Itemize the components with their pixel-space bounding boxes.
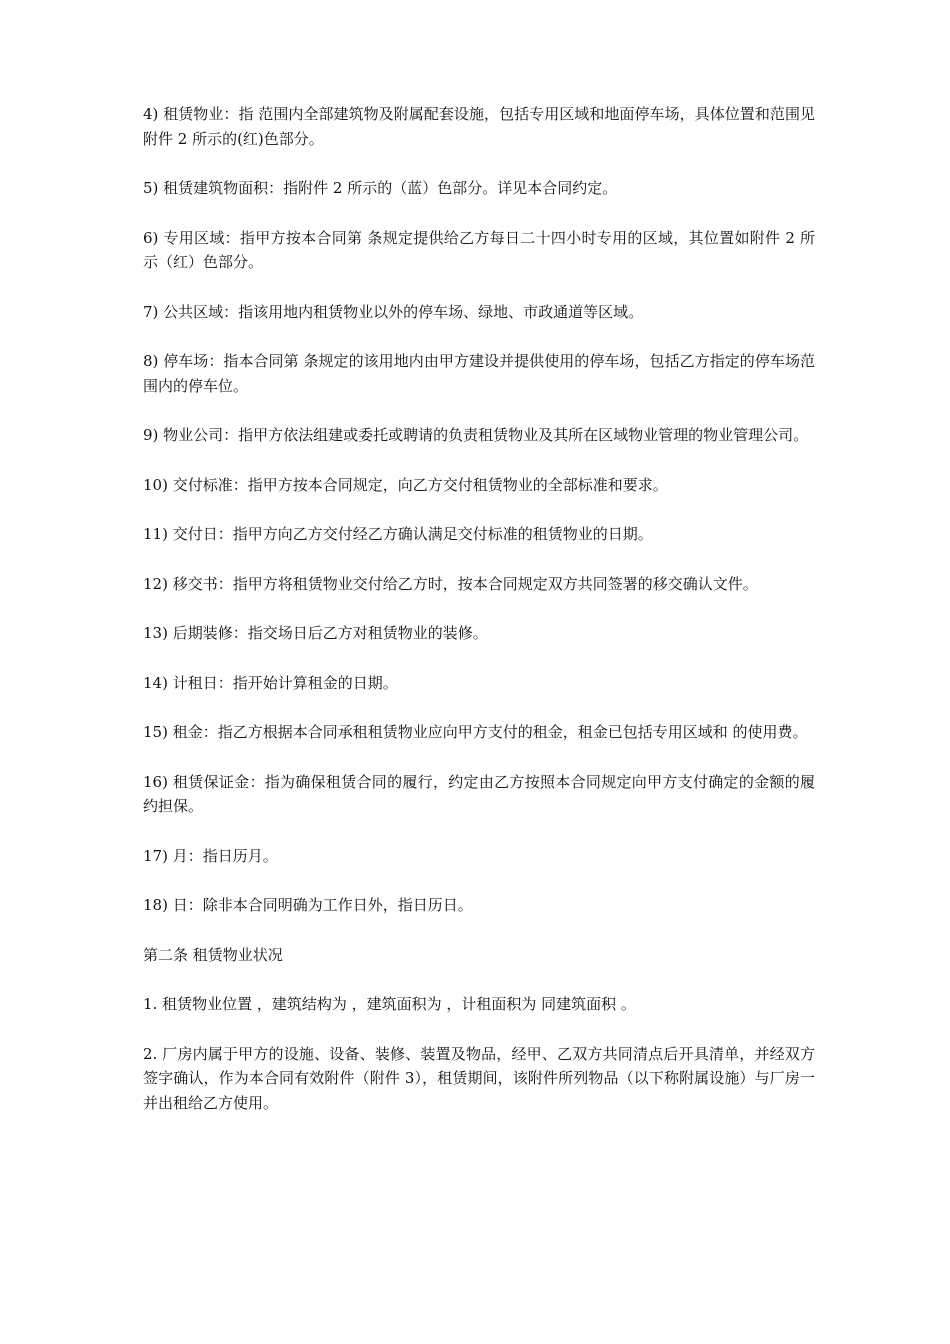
definition-item-5: 5) 租赁建筑物面积：指附件 2 所示的（蓝）色部分。详见本合同约定。 xyxy=(143,179,618,197)
definition-item-4: 4) 租赁物业：指 范围内全部建筑物及附属配套设施，包括专用区域和地面停车场，具体位置和范围见附件 2 所示的(红)色部分。 xyxy=(143,105,815,148)
definition-item-11: 11) 交付日：指甲方向乙方交付经乙方确认满足交付标准的租赁物业的日期。 xyxy=(143,525,653,543)
definition-item-18: 18) 日：除非本合同明确为工作日外，指日历日。 xyxy=(143,896,473,914)
definition-item-15: 15) 租金：指乙方根据本合同承租租赁物业应向甲方支付的租金，租金已包括专用区域和 的使用费。 xyxy=(143,723,808,741)
definition-item-6: 6) 专用区域：指甲方按本合同第 条规定提供给乙方每日二十四小时专用的区域，其位置如附件 2 所示（红）色部分。 xyxy=(143,228,815,271)
section-clause-2: 2. 厂房内属于甲方的设施、设备、装修、装置及物品，经甲、乙双方共同清点后开具清单，并经双方签字确认，作为本合同有效附件（附件 3），租赁期间，该附件所列物品（以下称附属设施）与厂房一并出租给乙方使用。 xyxy=(143,1044,815,1112)
section-clause-1: 1. 租赁物业位置 ，建筑结构为 ，建筑面积为 ，计租面积为 同建筑面积 。 xyxy=(143,995,636,1013)
section-title: 第二条 租赁物业状况 xyxy=(143,945,283,964)
definition-item-14: 14) 计租日：指开始计算租金的日期。 xyxy=(143,673,398,692)
definition-item-16: 16) 租赁保证金：指为确保租赁合同的履行，约定由乙方按照本合同规定向甲方支付确定的金额的履约担保。 xyxy=(143,772,815,815)
document-body xyxy=(143,102,815,1140)
definition-item-13: 13) 后期装修：指交场日后乙方对租赁物业的装修。 xyxy=(143,624,488,642)
definition-item-10: 10) 交付标准：指甲方按本合同规定，向乙方交付租赁物业的全部标准和要求。 xyxy=(143,475,668,494)
definition-item-12: 12) 移交书：指甲方将租赁物业交付给乙方时，按本合同规定双方共同签署的移交确认文件。 xyxy=(143,574,758,593)
definition-item-17: 17) 月：指日历月。 xyxy=(143,846,278,865)
definition-item-7: 7) 公共区域：指该用地内租赁物业以外的停车场、绿地、市政通道等区域。 xyxy=(143,302,644,321)
definition-item-9: 9) 物业公司：指甲方依法组建或委托或聘请的负责租赁物业及其所在区域物业管理的物业管理公司。 xyxy=(143,426,809,444)
definition-item-8: 8) 停车场：指本合同第 条规定的该用地内由甲方建设并提供使用的停车场，包括乙方指定的停车场范围内的停车位。 xyxy=(143,352,815,395)
